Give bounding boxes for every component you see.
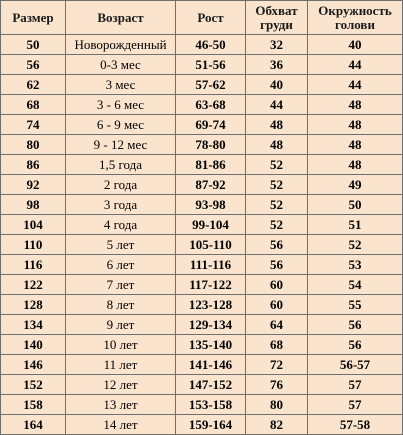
table-row bbox=[1, 255, 403, 275]
cell-age: 11 лет bbox=[66, 355, 176, 375]
cell-height: 99-104 bbox=[176, 215, 246, 235]
cell-chest: 56 bbox=[246, 235, 308, 255]
header-size: Размер bbox=[1, 1, 66, 35]
cell-chest: 56 bbox=[246, 255, 308, 275]
cell-chest: 60 bbox=[246, 295, 308, 315]
cell-chest: 40 bbox=[246, 75, 308, 95]
cell-size: 110 bbox=[1, 235, 66, 255]
cell-head: 51 bbox=[308, 215, 403, 235]
cell-age: 3 года bbox=[66, 195, 176, 215]
table-row bbox=[1, 415, 403, 435]
cell-head: 54 bbox=[308, 275, 403, 295]
cell-chest: 44 bbox=[246, 95, 308, 115]
cell-head: 44 bbox=[308, 75, 403, 95]
cell-chest: 60 bbox=[246, 275, 308, 295]
cell-age: 8 лет bbox=[66, 295, 176, 315]
cell-height: 111-116 bbox=[176, 255, 246, 275]
cell-chest: 68 bbox=[246, 335, 308, 355]
cell-height: 51-56 bbox=[176, 55, 246, 75]
table-row bbox=[1, 215, 403, 235]
cell-size: 62 bbox=[1, 75, 66, 95]
header-head: Окружность голови bbox=[308, 1, 403, 35]
cell-height: 159-164 bbox=[176, 415, 246, 435]
cell-height: 153-158 bbox=[176, 395, 246, 415]
table-row bbox=[1, 115, 403, 135]
cell-head: 56-57 bbox=[308, 355, 403, 375]
cell-chest: 52 bbox=[246, 195, 308, 215]
cell-head: 40 bbox=[308, 35, 403, 55]
cell-chest: 48 bbox=[246, 115, 308, 135]
cell-size: 146 bbox=[1, 355, 66, 375]
cell-chest: 80 bbox=[246, 395, 308, 415]
cell-height: 141-146 bbox=[176, 355, 246, 375]
table-row bbox=[1, 295, 403, 315]
cell-size: 140 bbox=[1, 335, 66, 355]
table-row bbox=[1, 355, 403, 375]
cell-head: 44 bbox=[308, 55, 403, 75]
cell-height: 123-128 bbox=[176, 295, 246, 315]
cell-head: 56 bbox=[308, 315, 403, 335]
cell-head: 48 bbox=[308, 95, 403, 115]
cell-age: 7 лет bbox=[66, 275, 176, 295]
cell-size: 98 bbox=[1, 195, 66, 215]
table-row bbox=[1, 275, 403, 295]
cell-height: 63-68 bbox=[176, 95, 246, 115]
cell-age: 4 года bbox=[66, 215, 176, 235]
cell-size: 164 bbox=[1, 415, 66, 435]
cell-age: 3 - 6 мес bbox=[66, 95, 176, 115]
cell-height: 57-62 bbox=[176, 75, 246, 95]
cell-size: 80 bbox=[1, 135, 66, 155]
cell-size: 128 bbox=[1, 295, 66, 315]
cell-size: 104 bbox=[1, 215, 66, 235]
cell-height: 129-134 bbox=[176, 315, 246, 335]
cell-head: 49 bbox=[308, 175, 403, 195]
cell-height: 135-140 bbox=[176, 335, 246, 355]
cell-chest: 36 bbox=[246, 55, 308, 75]
cell-age: 3 мес bbox=[66, 75, 176, 95]
cell-chest: 52 bbox=[246, 215, 308, 235]
cell-height: 69-74 bbox=[176, 115, 246, 135]
table-row bbox=[1, 95, 403, 115]
table-header bbox=[1, 1, 403, 35]
cell-head: 52 bbox=[308, 235, 403, 255]
table-row bbox=[1, 175, 403, 195]
cell-head: 50 bbox=[308, 195, 403, 215]
cell-size: 74 bbox=[1, 115, 66, 135]
cell-age: 6 лет bbox=[66, 255, 176, 275]
cell-chest: 52 bbox=[246, 155, 308, 175]
cell-chest: 72 bbox=[246, 355, 308, 375]
cell-height: 93-98 bbox=[176, 195, 246, 215]
cell-size: 50 bbox=[1, 35, 66, 55]
cell-chest: 76 bbox=[246, 375, 308, 395]
cell-size: 68 bbox=[1, 95, 66, 115]
cell-head: 57 bbox=[308, 395, 403, 415]
cell-age: 13 лет bbox=[66, 395, 176, 415]
cell-age: 1,5 года bbox=[66, 155, 176, 175]
cell-height: 147-152 bbox=[176, 375, 246, 395]
cell-height: 117-122 bbox=[176, 275, 246, 295]
cell-head: 57-58 bbox=[308, 415, 403, 435]
cell-chest: 52 bbox=[246, 175, 308, 195]
table-row bbox=[1, 135, 403, 155]
cell-chest: 32 bbox=[246, 35, 308, 55]
cell-chest: 48 bbox=[246, 135, 308, 155]
cell-age: 14 лет bbox=[66, 415, 176, 435]
table-row bbox=[1, 35, 403, 55]
cell-head: 55 bbox=[308, 295, 403, 315]
cell-size: 116 bbox=[1, 255, 66, 275]
cell-chest: 64 bbox=[246, 315, 308, 335]
cell-size: 158 bbox=[1, 395, 66, 415]
cell-age: 9 - 12 мес bbox=[66, 135, 176, 155]
header-height: Рост bbox=[176, 1, 246, 35]
cell-head: 48 bbox=[308, 135, 403, 155]
cell-age: 2 года bbox=[66, 175, 176, 195]
cell-head: 57 bbox=[308, 375, 403, 395]
header-chest: Обхват груди bbox=[246, 1, 308, 35]
cell-head: 48 bbox=[308, 115, 403, 135]
cell-age: 10 лет bbox=[66, 335, 176, 355]
cell-age: 6 - 9 мес bbox=[66, 115, 176, 135]
table-body bbox=[1, 35, 403, 435]
cell-height: 87-92 bbox=[176, 175, 246, 195]
cell-size: 122 bbox=[1, 275, 66, 295]
header-row bbox=[1, 1, 403, 35]
table-row bbox=[1, 195, 403, 215]
table-row bbox=[1, 235, 403, 255]
cell-height: 78-80 bbox=[176, 135, 246, 155]
cell-head: 53 bbox=[308, 255, 403, 275]
table-row bbox=[1, 375, 403, 395]
cell-height: 81-86 bbox=[176, 155, 246, 175]
cell-age: Новорожденный bbox=[66, 35, 176, 55]
table-row bbox=[1, 155, 403, 175]
cell-age: 0-3 мес bbox=[66, 55, 176, 75]
cell-size: 134 bbox=[1, 315, 66, 335]
cell-size: 56 bbox=[1, 55, 66, 75]
cell-size: 86 bbox=[1, 155, 66, 175]
cell-head: 56 bbox=[308, 335, 403, 355]
cell-age: 5 лет bbox=[66, 235, 176, 255]
table-row bbox=[1, 55, 403, 75]
cell-head: 48 bbox=[308, 155, 403, 175]
table-row bbox=[1, 315, 403, 335]
cell-size: 92 bbox=[1, 175, 66, 195]
table-row bbox=[1, 335, 403, 355]
cell-height: 105-110 bbox=[176, 235, 246, 255]
cell-age: 12 лет bbox=[66, 375, 176, 395]
cell-age: 9 лет bbox=[66, 315, 176, 335]
cell-size: 152 bbox=[1, 375, 66, 395]
cell-chest: 82 bbox=[246, 415, 308, 435]
cell-height: 46-50 bbox=[176, 35, 246, 55]
header-age: Возраст bbox=[66, 1, 176, 35]
table-row bbox=[1, 75, 403, 95]
